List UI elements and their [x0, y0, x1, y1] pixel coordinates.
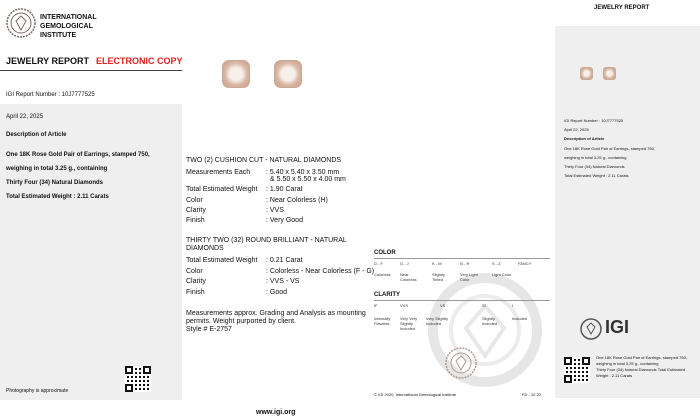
side-row-label: Clarity	[186, 278, 206, 285]
center-row-label: Clarity	[186, 207, 206, 214]
earring-right-thumb	[603, 67, 616, 80]
side-row-label: Color	[186, 268, 203, 275]
notes-line1: Measurements approx. Grading and Analysis as mounting	[186, 310, 366, 317]
side-stones-heading	[186, 237, 347, 253]
center-row-value: & 5.50 x 5.50 x 4.00 mm	[270, 176, 346, 183]
center-row-value: : VVS	[266, 207, 284, 214]
clarity-grade: IF	[374, 303, 378, 308]
clarity-desc: Very Slightly Included	[426, 316, 449, 326]
right-report-title: JEWELRY REPORT	[594, 5, 650, 11]
center-row-value: : 1.90 Carat	[266, 186, 303, 193]
center-row-label: Color	[186, 197, 203, 204]
center-row-label: Finish	[186, 217, 205, 224]
side-row-value: : Good	[266, 289, 288, 296]
right-total-weight: Total Estimated Weight : 2.11 Carats	[564, 173, 629, 178]
center-row-value: : 5.40 x 5.40 x 3.50 mm	[266, 169, 340, 176]
igi-seal-icon	[6, 8, 36, 38]
color-grade: S - Z	[492, 261, 501, 266]
report-date: April 22, 2025	[6, 114, 44, 120]
notes-line2: permits. Weight purported by client.	[186, 318, 296, 325]
side-row-label: Finish	[186, 289, 205, 296]
side-row-value: : VVS - VS	[266, 278, 300, 285]
report-number: IGI Report Number : 10J7777525	[6, 92, 95, 98]
right-report-number: IGI Report Number : 10J7777525	[564, 118, 624, 123]
photo-note: Photography is approximate	[6, 388, 69, 394]
institute-name-line3: INSTITUTE	[40, 32, 77, 39]
right-desc-line1: One 18K Rose Gold Pair of Earrings, stamped 750,	[564, 146, 655, 151]
side-stones-heading-line2: DIAMONDS	[186, 245, 224, 252]
side-row-value: : 0.21 Carat	[266, 257, 303, 264]
color-scale-title: COLOR	[374, 250, 396, 256]
qr-code-left	[125, 366, 151, 392]
total-weight: Total Estimated Weight : 2.11 Carats	[6, 194, 109, 200]
clarity-grade: VS	[440, 303, 446, 308]
clarity-desc: Very Very Slightly Included	[400, 316, 418, 331]
side-stones-heading-line1: THIRTY TWO (32) ROUND BRILLIANT - NATURAL	[186, 237, 347, 244]
center-row-label: Total Estimated Weight	[186, 186, 258, 193]
clarity-desc: Slightly Included	[482, 316, 498, 326]
description-line2: weighing in total 3.25 g., containing	[6, 166, 108, 172]
right-mini-description	[596, 355, 687, 379]
qr-code-right	[564, 357, 590, 383]
right-mini-desc-line1: One 18K Rose Gold Pair of Earrings, stamped 750,	[596, 355, 687, 360]
igi-logo-icon	[580, 318, 602, 340]
institute-name	[40, 13, 97, 40]
description-line3: Thirty Four (34) Natural Diamonds	[6, 180, 104, 186]
right-mini-desc-line3: Thirty Four (34) Natural Diamonds Total Estimated	[596, 367, 686, 372]
center-row-label: Measurements Each	[186, 169, 251, 176]
color-grade: D - F	[374, 261, 383, 266]
color-grade: G - J	[400, 261, 409, 266]
header-divider	[0, 70, 182, 71]
color-scale-divider	[374, 258, 550, 259]
form-code: FD - 10 20	[522, 392, 541, 397]
clarity-scale-divider	[374, 300, 550, 301]
grading-notes	[186, 310, 366, 334]
earring-left-photo	[222, 60, 250, 88]
right-shade-panel	[555, 26, 700, 398]
right-mini-desc-line2: weighing in total 3.25 g., containing	[596, 361, 659, 366]
small-seal-icon	[444, 346, 478, 380]
color-grade: FANCY	[518, 261, 532, 266]
right-mini-desc-line4: Weight : 2.11 Carats	[596, 373, 633, 378]
institute-name-line1: INTERNATIONAL	[40, 14, 97, 21]
side-row-label: Total Estimated Weight	[186, 257, 258, 264]
right-desc-line3: Thirty Four (34) Natural Diamonds	[564, 164, 625, 169]
clarity-grade: VVS	[400, 303, 409, 308]
clarity-scale-title: CLARITY	[374, 292, 400, 298]
color-desc: Light Color	[492, 272, 512, 277]
igi-logo-text: IGI	[605, 317, 630, 337]
institute-name-line2: GEMOLOGICAL	[40, 23, 93, 30]
color-desc: Very Light Color	[460, 272, 478, 282]
report-title: JEWELRY REPORT	[6, 56, 90, 66]
notes-line3: Style # E-2757	[186, 326, 232, 333]
clarity-grade: SI	[482, 303, 486, 308]
clarity-grade: I	[512, 303, 514, 308]
watermark-seal-icon	[420, 270, 550, 390]
color-desc: Colorless	[374, 272, 391, 277]
description-heading: Description of Article	[6, 132, 67, 138]
center-row-value: : Very Good	[266, 217, 303, 224]
color-grade: K - M	[432, 261, 442, 266]
side-row-value: : Colorless - Near Colorless (F - G)	[266, 268, 375, 275]
copyright-text: © IGI 2020, International Gemological Institute	[374, 392, 457, 397]
electronic-copy-label: ELECTRONIC COPY	[96, 56, 183, 66]
earring-right-photo	[274, 60, 302, 88]
center-row-value: : Near Colorless (H)	[266, 197, 328, 204]
center-stone-heading: TWO (2) CUSHION CUT - NATURAL DIAMONDS	[186, 157, 342, 164]
clarity-desc: Included	[512, 316, 528, 321]
color-grade: N - R	[460, 261, 470, 266]
right-desc-line2: weighing in total 3.25 g., containing	[564, 155, 627, 160]
clarity-desc: Internally Flawless	[374, 316, 391, 326]
color-desc: Slightly Tinted	[432, 272, 445, 282]
right-report-date: April 22, 2025	[564, 127, 589, 132]
description-line1: One 18K Rose Gold Pair of Earrings, stamped 750,	[6, 152, 150, 158]
color-desc: Near Colorless	[400, 272, 417, 282]
website-link[interactable]: www.igi.org	[256, 409, 296, 416]
left-shade-panel	[0, 104, 182, 400]
earring-left-thumb	[580, 67, 593, 80]
right-description-heading: Description of Article	[564, 136, 605, 141]
